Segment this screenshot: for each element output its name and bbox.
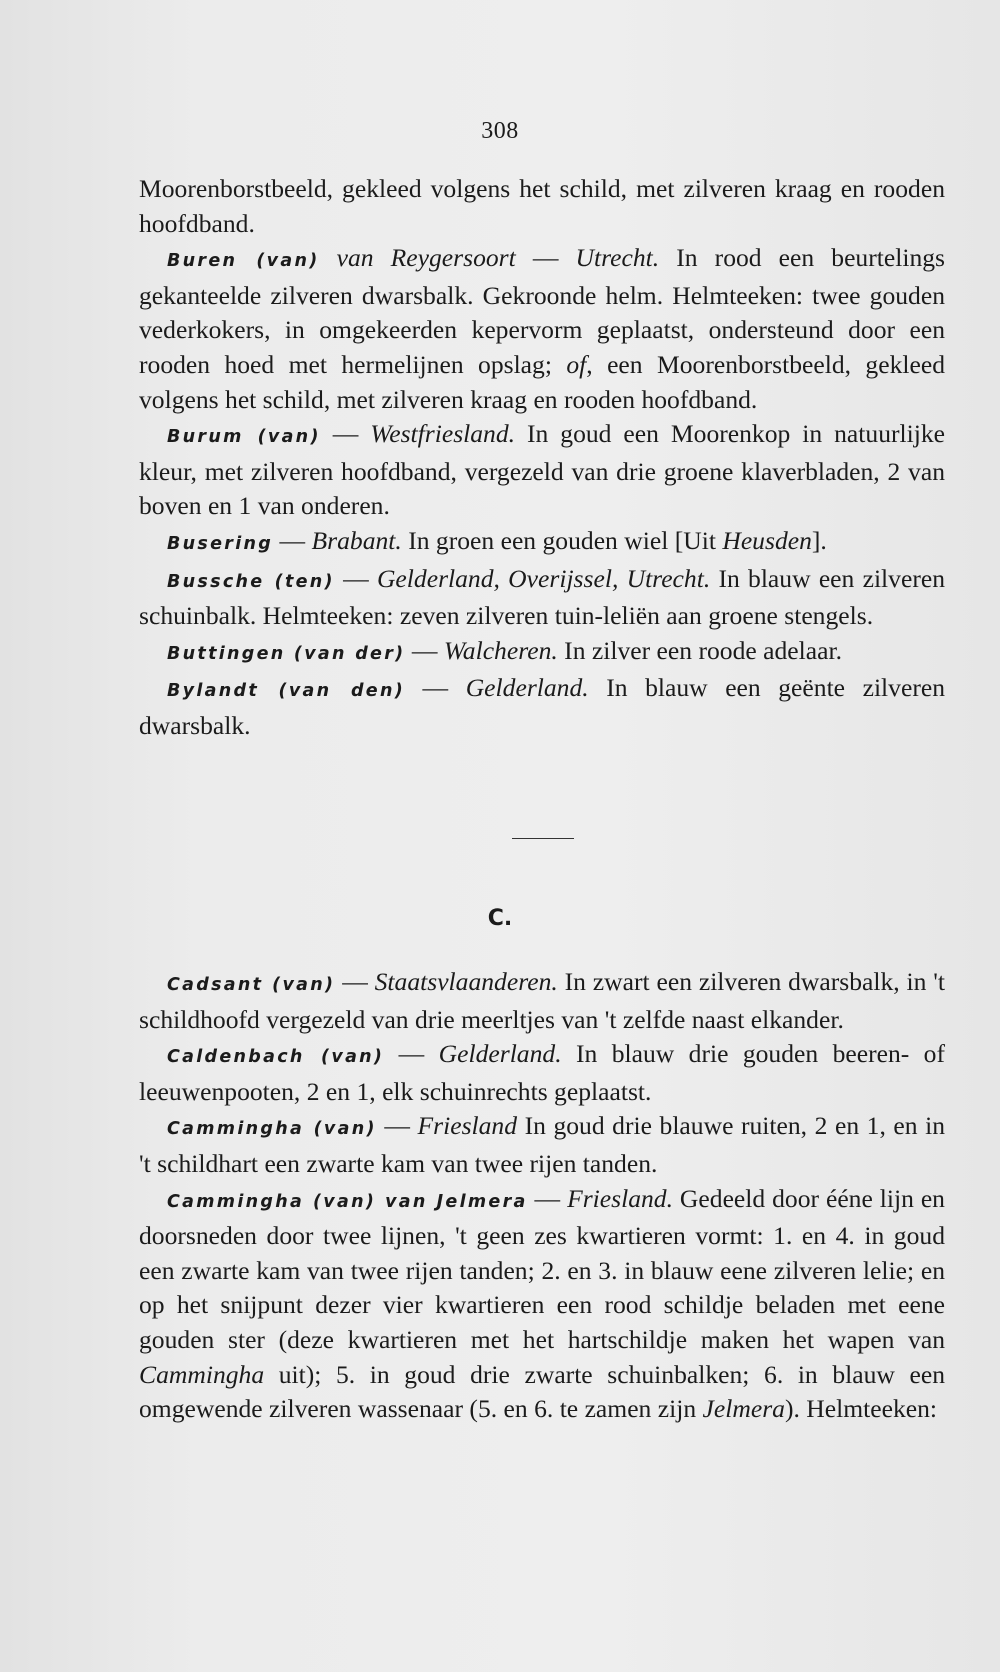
entry-place: Friesland: [417, 1111, 518, 1141]
entry-buttingen: Buttingen (van der) — Walcheren. In zilver een roode adelaar.: [167, 635, 842, 665]
entry-place: Staatsvlaanderen.: [374, 967, 558, 996]
entry-place: Gelderland, Overijssel, Utrecht.: [376, 563, 711, 593]
entry-place: Utrecht.: [575, 243, 660, 273]
entry-headword: Bussche (ten): [167, 571, 335, 592]
bottom-text-block: [139, 965, 945, 1427]
entry-headword: Buren (van): [167, 251, 320, 272]
entry-busering: Busering — Brabant. In groen een gouden wiel [Uit Heusden].: [167, 525, 827, 555]
entry-buren: Buren (van) van Reygersoort — Utrecht. In rood een beurtelings gekanteelde zilveren dwarsbalk. Gekroonde helm. Helmteeken: twee gouden vederkokers, in omgekeerden kepervorm geplaatst, ondersteund door een rooden hoed met hermelijnen opslag; of, een Moorenborstbeeld, gekleed volgens het schild, met zilveren kraag en rooden hoofdband.: [139, 243, 946, 414]
entry-bylandt: Bylandt (van den) — Gelderland. In blauw een geënte zilveren dwarsbalk.: [139, 673, 946, 740]
entry-headword: Caldenbach (van): [167, 1047, 385, 1068]
entry-place: Friesland.: [567, 1183, 673, 1213]
section-divider: [512, 838, 574, 839]
entry-headword: Buttingen (van der): [167, 643, 406, 664]
entry-camminghа: Camminghа (van) — Friesland In goud drie blauwe ruiten, 2 en 1, en in 't schildhart een zwarte kam van twee rijen tanden.: [139, 1111, 946, 1178]
section-letter: C.: [487, 906, 513, 931]
entry-headword: Busering: [167, 533, 274, 554]
entry-headword: Cadsant (van): [167, 975, 336, 995]
entry-bussche: Bussche (ten) — Gelderland, Overijssel, Utrecht. In blauw een zilveren schuinbalk. Helmteeken: zeven zilveren tuin-leliën aan groene stengels.: [139, 563, 945, 631]
entry-headword: Camminghа (van): [167, 1119, 377, 1140]
entry-place: Walcheren.: [443, 635, 558, 665]
entry-headword: Burum (van): [167, 427, 321, 448]
top-text-block: [139, 172, 945, 744]
entry-headword: Camminghа (van) van Jelmera: [167, 1191, 528, 1212]
continuation-paragraph: Moorenborstbeeld, gekleed volgens het schild, met zilveren kraag en rooden hoofdband.: [139, 174, 945, 238]
entry-cadsant: Cadsant (van) — Staatsvlaanderen. In zwart een zilveren dwarsbalk, in 't schildhoofd vergezeld van drie meerltjes van 't zelfde naast elkander.: [139, 967, 945, 1034]
entry-headword: Bylandt (van den): [167, 681, 406, 702]
entry-burum: Burum (van) — Westfriesland. In goud een Moorenkop in natuurlijke kleur, met zilveren hoofdband, vergezeld van drie groene klaverbladen, 2 van boven en 1 van onderen.: [139, 419, 946, 521]
entry-place: Gelderland.: [465, 673, 589, 703]
entry-place: Westfriesland.: [370, 419, 516, 449]
entry-place: Brabant.: [311, 525, 402, 555]
page-number: 308: [481, 118, 519, 144]
entry-camminghа-jelmera: Camminghа (van) van Jelmera — Friesland. Gedeeld door ééne lijn en doorsneden door twee lijnen, 't geen zes kwartieren vormt: 1. en 4. in goud een zwarte kam van twee rijen tanden; 2. en 3. in blauw eene zilveren lelie; en op het snijpunt dezer vier kwartieren een rood schildje beladen met eene gouden ster (deze kwartieren met het hartschildje maken het wapen van Camminghа uit); 5. in goud drie zwarte schuinbalken; 6. in blauw een omgewende zilveren wassenaar (5. en 6. te zamen zijn Jelmera). Helmteeken:: [139, 1183, 945, 1424]
entry-caldenbach: Caldenbach (van) — Gelderland. In blauw drie gouden beeren- of leeuwenpooten, 2 en 1, elk schuinrechts geplaatst.: [139, 1039, 945, 1106]
entry-place: Gelderland.: [438, 1039, 562, 1069]
